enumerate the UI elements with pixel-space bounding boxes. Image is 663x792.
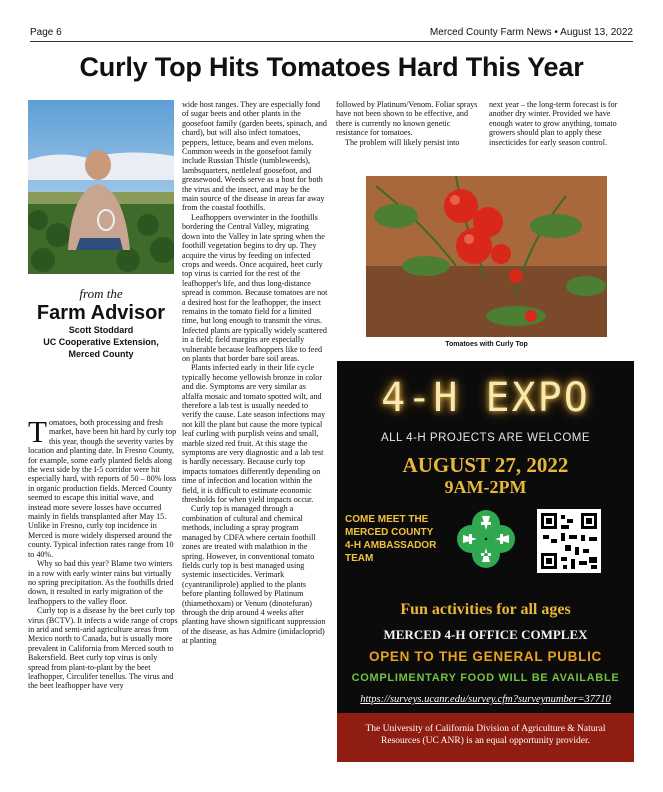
tomato-photo xyxy=(366,176,607,337)
article-column-4 xyxy=(489,100,631,147)
callout-line: TEAM xyxy=(345,553,374,564)
article-headline: Curly Top Hits Tomatoes Hard This Year xyxy=(79,52,584,82)
author-org: UC Cooperative Extension, xyxy=(43,337,159,347)
article-paragraph: Plants infected early in their life cycle typically become yellowish bronze in color and die. Symptoms are very similar as alfalfa mosaic and tomato spotted wilt, and therefore a lab test is usually needed to verify the cause. Late season infections may not kill the plant but cause the more typical leaf curling with purplish veins and small, marble sized red fruit. At this stage the symptoms are very diagnostic and a lab test is hardly necessary. Because curly top impacts tomatoes differently depending on time of infection and location within the field, it is difficult to estimate economic thresholds for when yield impacts occur. xyxy=(182,363,326,505)
survey-link[interactable]: https://surveys.ucanr.edu/survey.cfm?surveynumber=37710 xyxy=(360,694,611,705)
masthead-line xyxy=(430,27,633,38)
author-photo xyxy=(28,100,174,274)
page-number: Page 6 xyxy=(30,27,62,38)
article-paragraph xyxy=(28,414,178,559)
paragraph-text: omatoes, both processing and fresh market, have been hit hard by curly top this year, though the severity varies by location and planting date. In Fresno County, for example, some early planted fields along the west side by the I-5 corridor were hit especially hard, with reports of 50 – 80% loss in organic production fields. Merced County seemed to escape this initial wave, and instead more severe losses have occurred mainly in fields transplanted after May 15. Unlike in Fresno, curly top incidence in Merced is more widely dispersed around the county. Typical infection rates range from 10 to 40%. xyxy=(28,418,177,559)
header-rule xyxy=(30,41,633,42)
flyer-footer xyxy=(337,713,634,762)
4h-clover-icon xyxy=(455,508,517,570)
byline-title: Farm Advisor xyxy=(36,302,166,324)
publication-name: Merced County Farm News xyxy=(429,27,552,38)
flyer-time: 9AM-2PM xyxy=(444,477,527,497)
flyer-subtitle: ALL 4-H PROJECTS ARE WELCOME xyxy=(380,432,591,444)
article-paragraph: Leafhoppers overwinter in the foothills bordering the Central Valley, migrating down into the Valley in late spring when the foothill vegetation begins to dry up. They acquire the virus by feeding on infected crops and weeds. Once acquired, beet curly top virus is carried for the rest of the leafhopper's life, and thus long-distance spread is common. Because tomatoes are not a desired host for the leafhopper, the insect remains in the tomato field for a limited time, but long enough to transmit the virus. Infected plants are typically widely scattered in a field; field margins are especially vulnerable because leafhoppers like to feed on plants that border bare soil areas. xyxy=(182,212,328,363)
article-paragraph: followed by Platinum/Venom. Foliar sprays have not been shown to be effective, and there is currently no known genetic resistance for tomatoes. xyxy=(336,100,478,138)
byline-from: from the xyxy=(79,286,123,301)
drop-cap: T xyxy=(28,414,47,449)
article-paragraph: Why so bad this year? Blame two winters in a row with early winter rains but virtually no spring precipitation. As the foothills dried down, it resulted in early migration of the leafhoppers to the valley floor. xyxy=(28,559,174,606)
callout-line: 4-H AMBASSADOR xyxy=(345,540,437,551)
qr-code[interactable] xyxy=(537,509,601,573)
flyer-open-public: OPEN TO THE GENERAL PUBLIC xyxy=(369,649,602,664)
flyer-food: COMPLIMENTARY FOOD WILL BE AVAILABLE xyxy=(351,672,620,684)
article-paragraph: Curly top is a disease by the beet curly top virus (BCTV). It infects a wide range of crops in arid and semi-arid agriculture areas from Mexico north to Canada, but is usually more prevalent in California from Merced south to Bakersfield. Beet curly top virus is only spread from plant-to-plant by the beet leafhopper, Circulifer tenellus. The virus and the beet leafhopper have very xyxy=(28,606,178,691)
equal-opportunity-statement: The University of California Division of Agriculture & Natural Resources (UC ANR) is an equal opportunity provider. xyxy=(365,724,606,746)
flyer-date: AUGUST 27, 2022 xyxy=(402,453,569,477)
callout-line: COME MEET THE xyxy=(345,514,429,525)
page-header xyxy=(30,27,633,41)
flyer-location: MERCED 4-H OFFICE COMPLEX xyxy=(383,627,588,642)
article-column-1 xyxy=(28,414,178,691)
ambassador-callout xyxy=(345,513,455,565)
issue-date: August 13, 2022 xyxy=(560,27,633,38)
article-column-2 xyxy=(182,100,328,646)
flyer-title: 4-H EXPO xyxy=(381,375,590,421)
flyer-activities: Fun activities for all ages xyxy=(400,601,571,618)
article-paragraph: wide host ranges. They are especially fond of sugar beets and other plants in the goosefoot family (garden beets, spinach, and chard), but will also infect tomatoes, peppers, lettuce, beans and even melons. Common weeds in the goosefoot family include Russian Thistle (tumbleweeds), lambsquarters, nettleleaf goosefoot, and greasewood. Weeds serve as a host for both the virus and the insect, and may be the main source of the disease in areas far away from the coastal foothills. xyxy=(182,100,327,213)
photo-caption: Tomatoes with Curly Top xyxy=(445,341,528,348)
article-column-3 xyxy=(336,100,479,147)
separator-bullet: • xyxy=(554,27,558,38)
article-paragraph: next year – the long-term forecast is for another dry winter. Provided we have enough water to grow anything, tomato growers should plan to apply these insecticides for early season control. xyxy=(489,100,618,147)
author-name: Scott Stoddard xyxy=(68,325,134,335)
expo-flyer xyxy=(337,361,634,762)
author-location: Merced County xyxy=(68,349,134,359)
farm-advisor-byline xyxy=(24,286,178,360)
callout-line: MERCED COUNTY xyxy=(345,527,434,538)
article-paragraph: The problem will likely persist into xyxy=(345,137,460,147)
article-paragraph: Curly top is managed through a combination of cultural and chemical methods, including a spray program managed by CDFA where certain foothill zones are treated with malathion in the spring. However, in conventional tomato fields curly top is best managed using systemic insecticides. Verimark (cyantraniliprole) applied to the plants before planting followed by Platinum (thiamethoxam) or Venum (dinotefuran) through the drip around 4 weeks after planting have shown significant suppression of the disease, as has Admire (imidacloprid) at planting xyxy=(182,504,326,646)
